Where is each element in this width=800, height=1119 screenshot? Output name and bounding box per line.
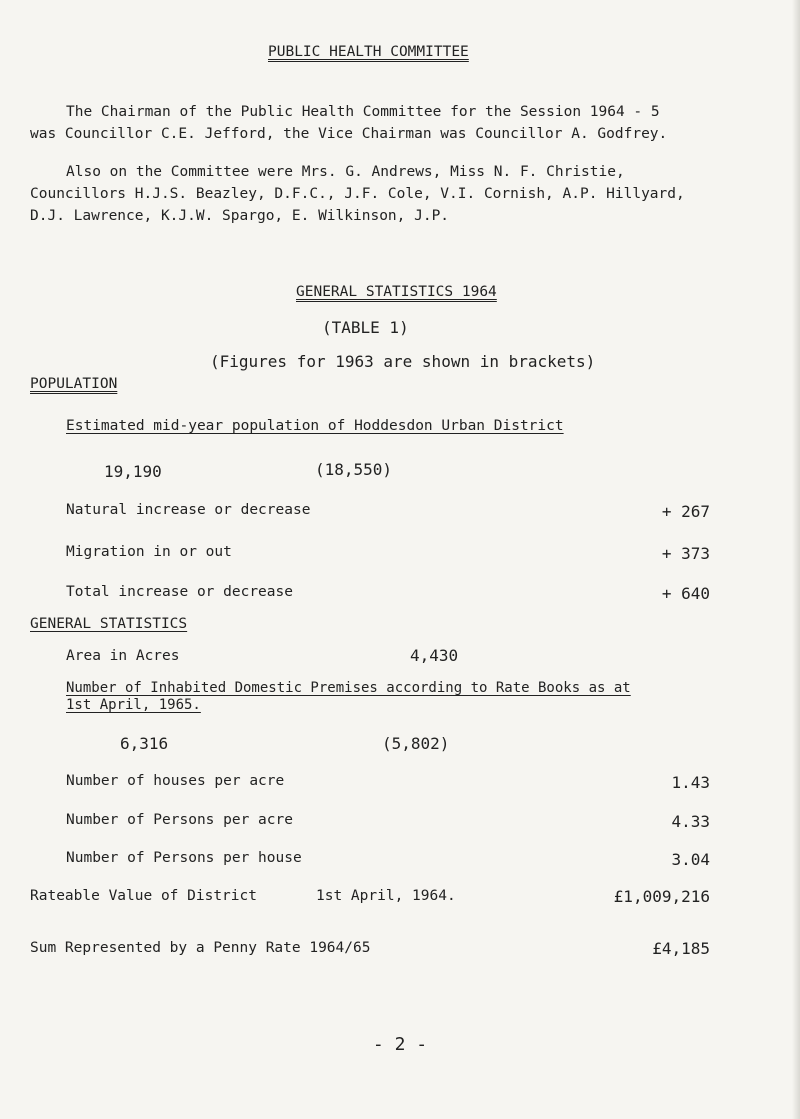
area-value: 4,430 bbox=[410, 646, 459, 665]
area-label: Area in Acres bbox=[66, 648, 180, 664]
intro-line: Also on the Committee were Mrs. G. Andrews, Miss N. F. Christie, bbox=[66, 164, 625, 180]
population-heading: POPULATION bbox=[30, 376, 118, 392]
stats-title: GENERAL STATISTICS 1964 bbox=[296, 284, 497, 300]
population-row-value: + 267 bbox=[661, 502, 710, 521]
intro-line: The Chairman of the Public Health Committee for the Session 1964 - 5 bbox=[66, 104, 660, 120]
population-previous: (18,550) bbox=[315, 460, 393, 479]
density-row-value: 1.43 bbox=[671, 773, 710, 792]
density-row-value: 3.04 bbox=[671, 850, 710, 869]
population-row-label: Total increase or decrease bbox=[66, 584, 293, 600]
premises-previous: (5,802) bbox=[382, 734, 450, 753]
population-estimate-label: Estimated mid-year population of Hoddesdon Urban District bbox=[66, 418, 564, 434]
penny-rate-label: Sum Represented by a Penny Rate 1964/65 bbox=[30, 940, 371, 956]
intro-line: Councillors H.J.S. Beazley, D.F.C., J.F. Cole, V.I. Cornish, A.P. Hillyard, bbox=[30, 186, 685, 202]
density-row-value: 4.33 bbox=[671, 812, 710, 831]
rateable-date: 1st April, 1964. bbox=[316, 888, 456, 904]
density-row-label: Number of Persons per house bbox=[66, 850, 302, 866]
intro-line: was Councillor C.E. Jefford, the Vice Chairman was Councillor A. Godfrey. bbox=[30, 126, 668, 142]
density-row-label: Number of houses per acre bbox=[66, 773, 285, 789]
population-row-value: + 640 bbox=[661, 584, 710, 603]
premises-label-date: 1st April, 1965. bbox=[66, 697, 201, 713]
table-label: (TABLE 1) bbox=[322, 318, 409, 337]
page-number: - 2 - bbox=[372, 1034, 428, 1055]
premises-label: Number of Inhabited Domestic Premises according to Rate Books as at bbox=[66, 680, 631, 696]
population-row-label: Natural increase or decrease bbox=[66, 502, 311, 518]
population-current: 19,190 bbox=[104, 462, 162, 481]
population-row-value: + 373 bbox=[661, 544, 710, 563]
page-edge bbox=[792, 0, 800, 1119]
density-row-label: Number of Persons per acre bbox=[66, 812, 293, 828]
rateable-label: Rateable Value of District bbox=[30, 888, 257, 904]
penny-rate-value: £4,185 bbox=[652, 939, 710, 958]
page-heading: PUBLIC HEALTH COMMITTEE bbox=[268, 44, 469, 60]
premises-current: 6,316 bbox=[120, 734, 169, 753]
intro-line: D.J. Lawrence, K.J.W. Spargo, E. Wilkinson, J.P. bbox=[30, 208, 450, 224]
population-row-label: Migration in or out bbox=[66, 544, 232, 560]
rateable-value: £1,009,216 bbox=[613, 887, 710, 906]
bracket-note: (Figures for 1963 are shown in brackets) bbox=[210, 352, 596, 371]
general-heading: GENERAL STATISTICS bbox=[30, 616, 188, 632]
